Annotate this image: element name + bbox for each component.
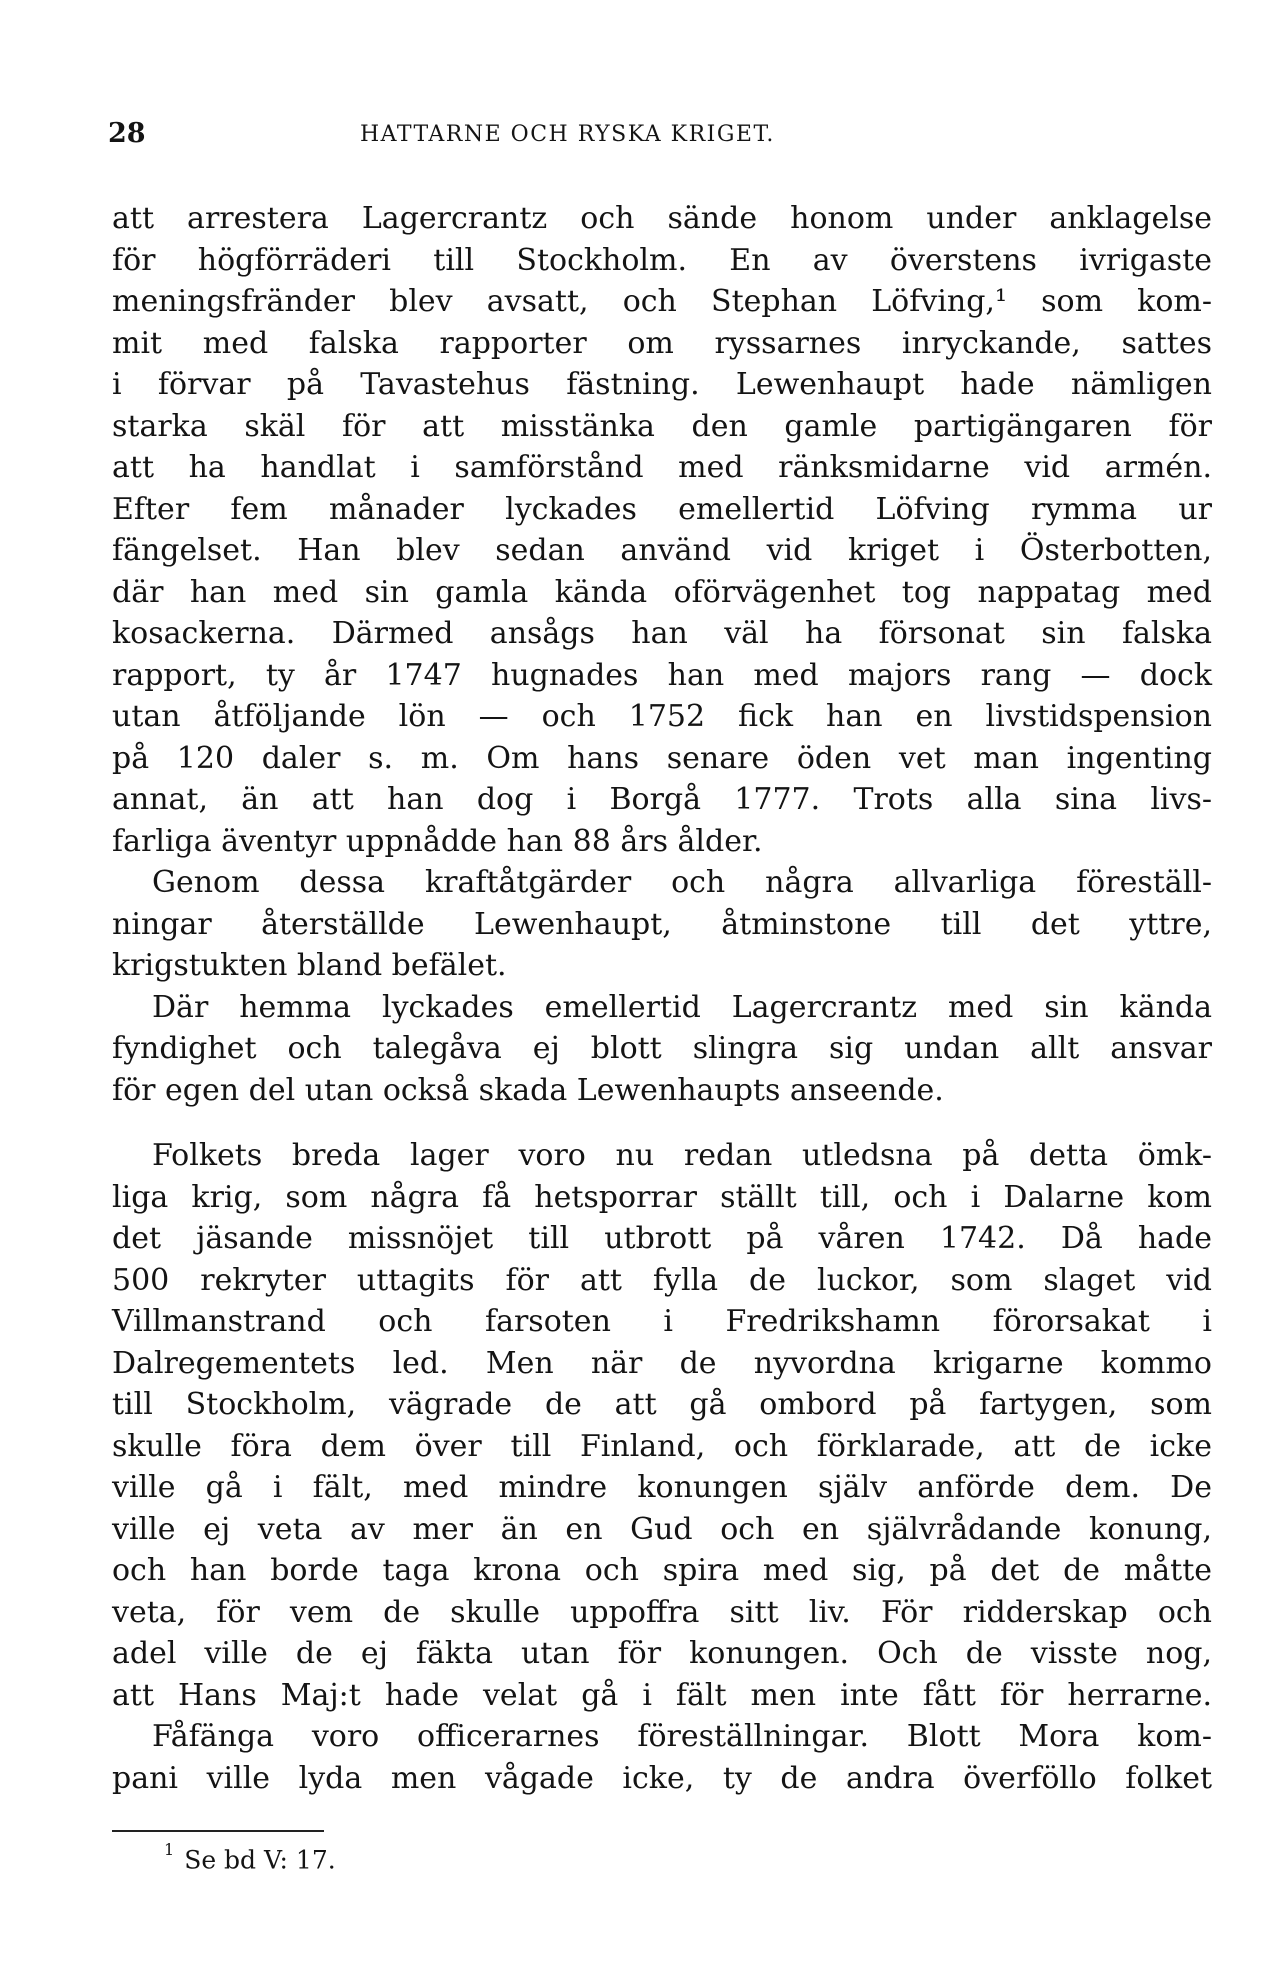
text-line: meningsfränder blev avsatt, och Stephan Löfving,¹ som kom- [112, 284, 1212, 319]
text-line: kosackerna. Därmed ansågs han väl ha försonat sin falska [112, 616, 1212, 651]
running-title: HATTARNE OCH RYSKA KRIGET. [360, 122, 775, 147]
text-line: ville gå i fält, med mindre konungen själv anförde dem. De [112, 1470, 1212, 1505]
text-line: ville ej veta av mer än en Gud och en självrådande konung, [112, 1511, 1212, 1547]
text-line: farliga äventyr uppnådde han 88 års ålder. [112, 823, 763, 859]
text-line: det jäsande missnöjet till utbrott på våren 1742. Då hade [112, 1221, 1212, 1256]
text-line: annat, än att han dog i Borgå 1777. Trots alla sina livs- [112, 782, 1212, 817]
text-line: ningar återställde Lewenhaupt, åtminstone till det yttre, [112, 906, 1212, 942]
text-line: 500 rekryter uttagits för att fylla de luckor, som slaget vid [112, 1262, 1212, 1298]
text-line: pani ville lyda men vågade icke, ty de andra överföllo folket [112, 1760, 1212, 1796]
text-line: krigstukten bland befälet. [112, 948, 507, 983]
text-line: för högförräderi till Stockholm. En av överstens ivrigaste [112, 242, 1212, 278]
page-number: 28 [108, 118, 146, 149]
text-line: att ha handlat i samförstånd med ränksmidarne vid armén. [112, 450, 1212, 485]
running-head [108, 118, 1211, 154]
text-line: Dalregementets led. Men när de nyvordna krigarne kommo [112, 1345, 1212, 1381]
text-line: rapport, ty år 1747 hugnades han med majors rang — dock [112, 657, 1212, 693]
text-line: fängelset. Han blev sedan använd vid kriget i Österbotten, [112, 533, 1212, 568]
footnote-divider [112, 1830, 324, 1832]
text-line: i förvar på Tavastehus fästning. Lewenhaupt hade nämligen [112, 367, 1212, 402]
text-line: veta, för vem de skulle uppoffra sitt liv. För ridderskap och [112, 1594, 1212, 1630]
footnote [164, 1840, 336, 1875]
text-line: till Stockholm, vägrade de att gå ombord på fartygen, som [112, 1387, 1212, 1422]
text-line: Efter fem månader lyckades emellertid Löfving rymma ur [112, 491, 1212, 527]
text-line: Villmanstrand och farsoten i Fredrikshamn förorsakat i [112, 1304, 1212, 1339]
text-line: liga krig, som några få hetsporrar ställt till, och i Dalarne kom [112, 1179, 1212, 1215]
footnote-text: Se bd V: 17. [184, 1845, 336, 1875]
text-line: fyndighet och talegåva ej blott slingra sig undan allt ansvar [112, 1031, 1212, 1066]
text-line: Folkets breda lager voro nu redan utledsna på detta ömk- [152, 1138, 1212, 1173]
text-line: där han med sin gamla kända oförvägenhet tog nappatag med [112, 574, 1212, 610]
text-line: starka skäl för att misstänka den gamle partigängaren för [112, 408, 1212, 444]
text-line: mit med falska rapporter om ryssarnes inryckande, sattes [112, 325, 1212, 361]
text-line: och han borde taga krona och spira med sig, på det de måtte [112, 1553, 1212, 1588]
text-line: Fåfänga voro officerarnes föreställningar. Blott Mora kom- [152, 1719, 1212, 1754]
text-line: för egen del utan också skada Lewenhaupts anseende. [112, 1072, 944, 1108]
text-line: Genom dessa kraftåtgärder och några allvarliga föreställ- [152, 865, 1212, 900]
text-line: Där hemma lyckades emellertid Lagercrantz med sin kända [152, 989, 1212, 1025]
text-line: adel ville de ej fäkta utan för konungen. Och de visste nog, [112, 1636, 1212, 1671]
footnote-marker: 1 [164, 1840, 175, 1859]
text-line: att Hans Maj:t hade velat gå i fält men inte fått för herrarne. [112, 1677, 1212, 1713]
text-line: skulle föra dem över till Finland, och förklarade, att de icke [112, 1428, 1212, 1464]
body-text [112, 198, 1212, 1799]
text-line: att arrestera Lagercrantz och sände honom under anklagelse [112, 201, 1212, 236]
text-line: på 120 daler s. m. Om hans senare öden vet man ingenting [112, 740, 1212, 776]
text-line: utan åtföljande lön — och 1752 fick han en livstidspension [112, 699, 1212, 734]
